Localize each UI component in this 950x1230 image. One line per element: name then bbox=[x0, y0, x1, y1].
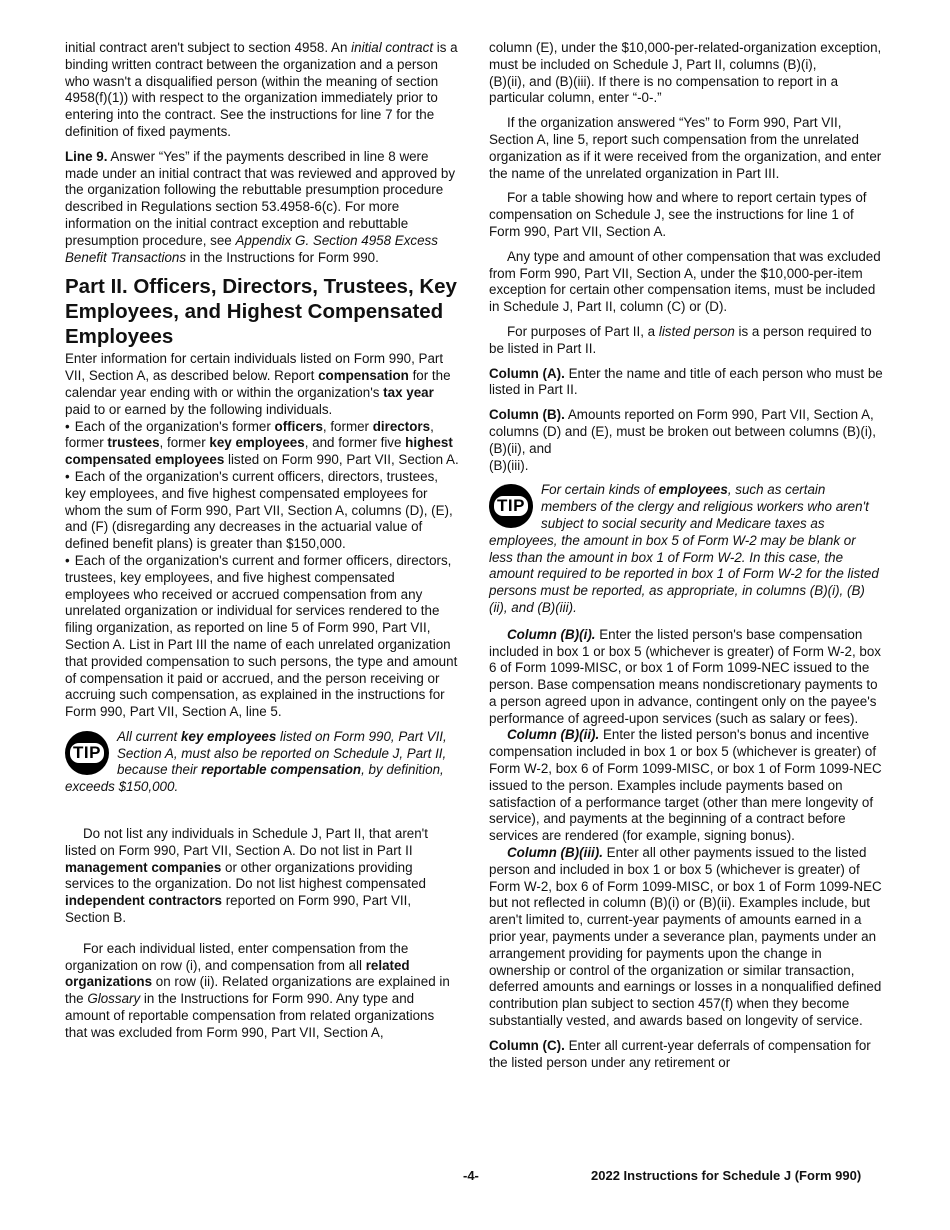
paragraph-column-b: Column (B). Amounts reported on Form 990, Part VII, Section A, columns (D) and (E), must be broken out between columns (B)(i), (B)(ii), and bbox=[489, 407, 876, 456]
left-column bbox=[65, 40, 459, 1050]
right-column bbox=[489, 40, 883, 1079]
tip-key-employees: TIP All current key employees listed on Form 990, Part VII, Section A, must also be reported on Schedule J, Part II, because their reportable compensation, by definition, exceeds $150,000. bbox=[65, 728, 447, 795]
paragraph-part-ii-intro: Enter information for certain individuals listed on Form 990, Part VII, Section A, as described below. Report compensation for the calendar year ending with or within the organization's tax year paid to or earned by the following individuals. bbox=[65, 351, 451, 417]
footer-document-title: 2022 Instructions for Schedule J (Form 990) bbox=[591, 1168, 862, 1183]
paragraph-other-compensation: Any type and amount of other compensation that was excluded from Form 990, Part VII, Section A, under the $10,000-per-item exception for certain other compensation items, must be included in Schedule J, Part II, column (C) or (D). bbox=[489, 248, 881, 315]
paragraph-column-a: Column (A). Enter the name and title of each person who must be listed in Part II. bbox=[489, 365, 883, 398]
paragraph-column-b-ii: Column (B)(ii). Enter the listed person's bonus and incentive compensation included in box 1 or box 5 (whichever is greater) of Form W-2, box 6 of Form 1099-MISC, or box 1 of Form 1099-NEC issued to the person. Examples include payments based on satisfaction of a performance target (other than mere longevity of service), and payments at the beginning of a contract before services are rendered (for example, signing bonus). bbox=[489, 727, 882, 844]
paragraph-column-b-iii: Column (B)(iii). Enter all other payments issued to the listed person and included in box 1 or box 5 (whichever is greater) of Form W-2, box 6 of Form 1099-MISC, or box 1 of Form 1099-NEC but not reflected in column (B)(i) or (B)(ii). Examples include, but aren't limited to, current-year payments of amounts earned in a prior year, payments under a severance plan, payments under an arrangement providing for payments upon the change in ownership or control of the organization or similar transaction, deferred amounts and earnings or losses in a nonqualified defined contribution plan subject to section 457(f) when they become substantially vested, and awards based on longevity of service. bbox=[489, 845, 882, 1029]
bullet-current-officers: • Each of the organization's current officers, directors, trustees, key employees, and five highest compensated employees for whom the sum of Form 990, Part VII, Section A, columns (D), (E), and (F) (disregarding any decreases in the actuarial value of defined benefit plans) is greater than $150,000. bbox=[65, 469, 459, 553]
tip-icon: TIP bbox=[65, 731, 109, 775]
paragraph-initial-contract: initial contract aren't subject to section 4958. An initial contract is a binding written contract between the organization and a person who wasn't a disqualified person (within the meaning of section 4958(f)(1)) with respect to the organization immediately prior to entering into the contract. See the instructions for line 7 for the definition of fixed payments. bbox=[65, 40, 458, 139]
paragraph-do-not-list: Do not list any individuals in Schedule J, Part II, that aren't listed on Form 990, Part VII, Section A. Do not list in Part II management companies or other organizations providing services to the organization. Do not list highest compensated independent contractors reported on Form 990, Part VII, Section B. bbox=[65, 826, 428, 926]
paragraph-column-e-cont: (B)(ii), and (B)(iii). If there is no compensation to report in a particular column, enter “-0-.” bbox=[489, 73, 839, 106]
paragraph-listed-person: For purposes of Part II, a listed person is a person required to be listed in Part II. bbox=[489, 323, 872, 356]
tip-employees-w2: TIP For certain kinds of employees, such as certain members of the clergy and religious workers who aren't subject to social security and Medicare taxes as employees, the amount in box 5 of Form W-2 may be blank or less than the amount in box 1 of Form W-2. In this case, the amount required to be reported in box 1 of Form W-2 for the listed persons must be reported, as appropriate, in columns (B)(i), (B)(ii), and (B)(iii). bbox=[489, 482, 879, 615]
paragraph-each-individual: For each individual listed, enter compensation from the organization on row (i), and compensation from all related organizations on row (ii). Related organizations are explained in the Glossary in the Instructions for Form 990. Any type and amount of reportable compensation from related organizations that was excluded from Form 990, Part VII, Section A, bbox=[65, 940, 450, 1040]
bullet-former-officers: • Each of the organization's former officers, former directors, former trustees, former key employees, and former five highest compensated employees listed on Form 990, Part VII, Section A. bbox=[65, 419, 459, 469]
paragraph-column-b-cont: (B)(iii). bbox=[489, 457, 529, 473]
page-number: -4- bbox=[463, 1168, 479, 1183]
paragraph-column-b-i: Column (B)(i). Enter the listed person's base compensation included in box 1 or box 5 (whichever is greater) of Form W-2, box 6 of Form 1099-MISC, or box 1 of Form 1099-NEC issued to the person. Base compensation means nondiscretionary payments to a person agreed upon in advance, contingent only on the payee's performance of agreed-upon services (such as salary or fees). bbox=[489, 626, 881, 726]
section-heading-part-ii: Part II. Officers, Directors, Trustees, Key Employees, and Highest Compensated Employees bbox=[65, 275, 457, 349]
paragraph-column-c: Column (C). Enter all current-year deferrals of compensation for the listed person under any retirement or bbox=[489, 1037, 871, 1070]
tip-icon: TIP bbox=[489, 484, 533, 528]
bullet-unrelated-compensation: • Each of the organization's current and former officers, directors, trustees, key employees, and five highest compensated employees who received or accrued compensation from any unrelated organization or individual for services rendered to the filing organization, as reported on line 5 of Form 990, Part VII, Section A. List in Part III the name of each unrelated organization that provided compensation to such persons, the type and amount of compensation it paid or accrued, and the person receiving or accruing such compensation, as explained in the instructions for Form 990, Part VII, Section A, line 5. bbox=[65, 553, 459, 721]
paragraph-table-reference: For a table showing how and where to report certain types of compensation on Schedule J, see the instructions for line 1 of Form 990, Part VII, Section A. bbox=[489, 190, 867, 239]
paragraph-line-9: Line 9. Answer “Yes” if the payments described in line 8 were made under an initial contract that was reviewed and approved by the organization following the rebuttable presumption procedure described in Regulations section 53.4958-6(c). For more information on the initial contract exception and rebuttable presumption procedure, see Appendix G. Section 4958 Excess Benefit Transactions in the Instructions for Form 990. bbox=[65, 148, 456, 265]
paragraph-line-5: If the organization answered “Yes” to Form 990, Part VII, Section A, line 5, report such compensation from the unrelated organization as if it were received from the organization, and enter the name of the unrelated organization in Part III. bbox=[489, 115, 882, 181]
paragraph-column-e: column (E), under the $10,000-per-related-organization exception, must be included on Schedule J, Part II, columns (B)(i), bbox=[489, 40, 882, 72]
